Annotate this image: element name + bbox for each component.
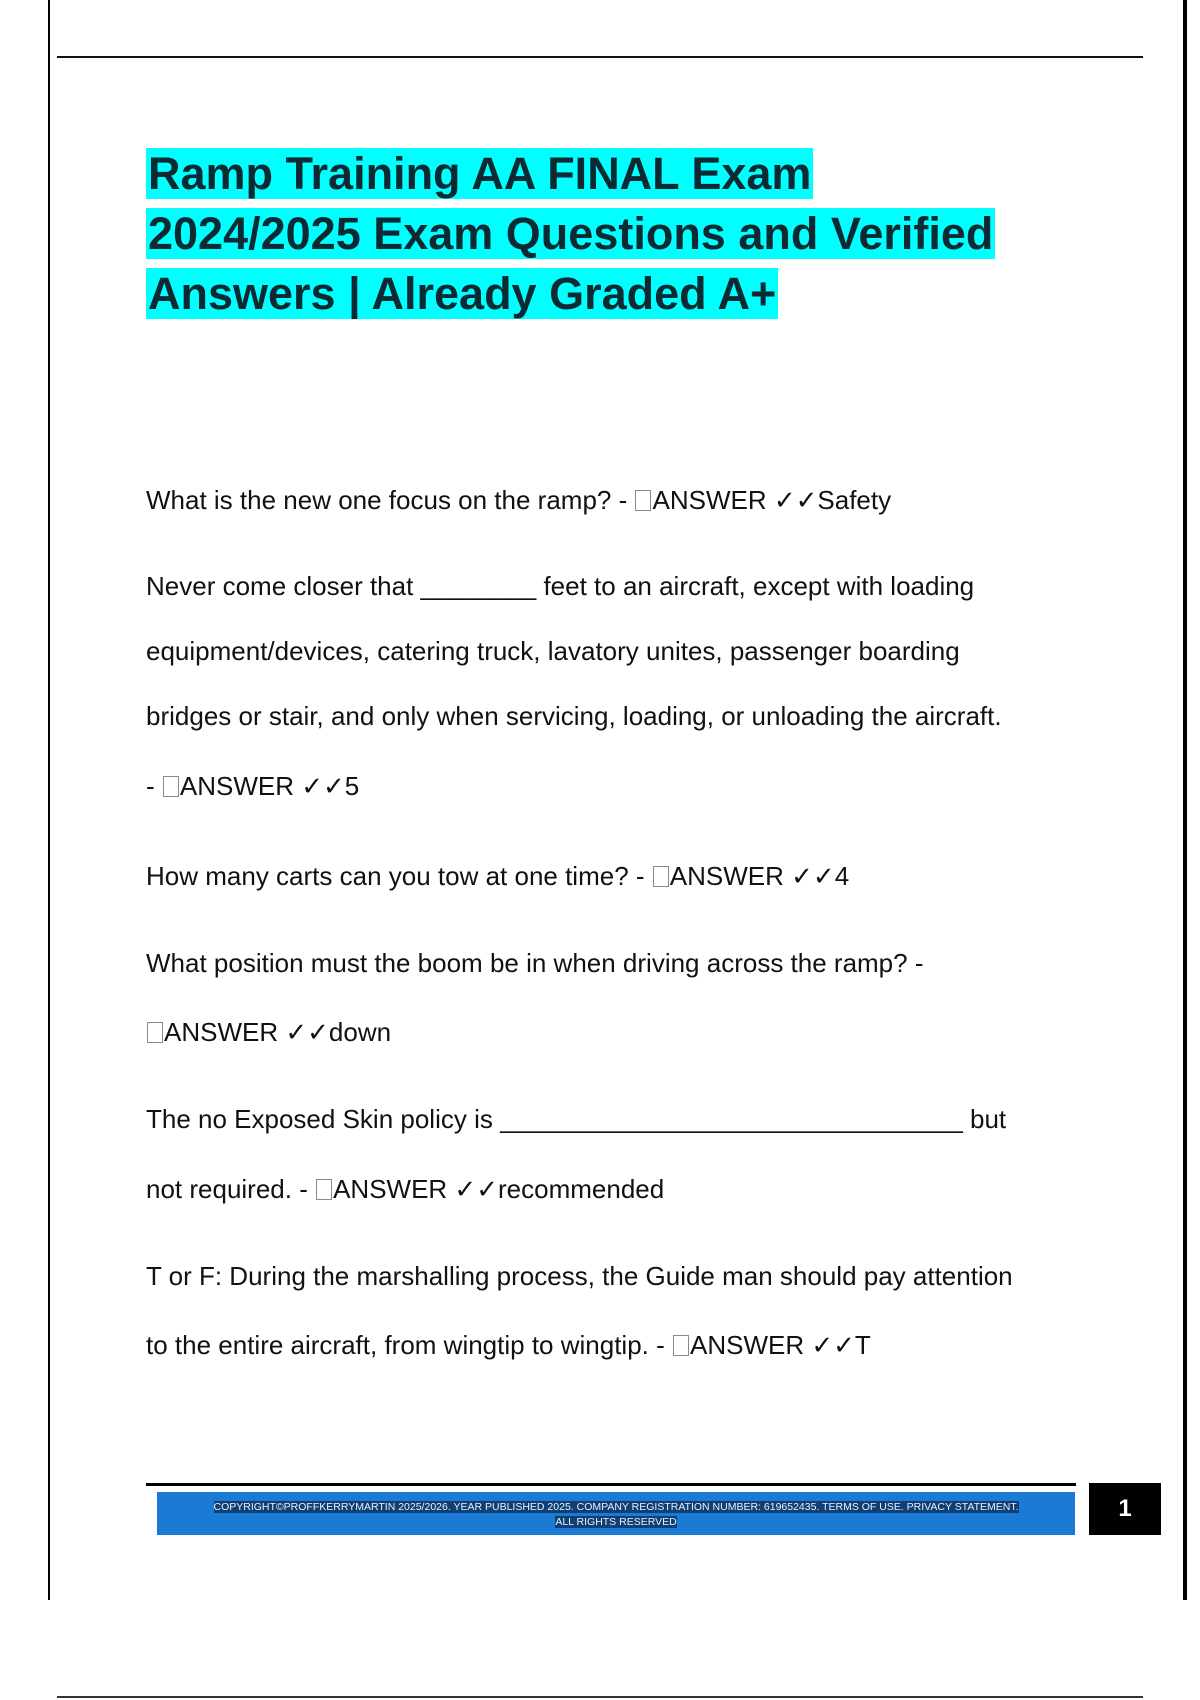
question-text: How many carts can you tow at one time? - [146,861,652,891]
question-text: What is the new one focus on the ramp? - [146,485,635,515]
copyright-line-2: ALL RIGHTS RESERVED [555,1516,677,1528]
copyright-line-1: COPYRIGHT©PROFFKERRYMARTIN 2025/2026. YEAR PUBLISHED 2025. COMPANY REGISTRATION NUMBER: 619652435. TERMS OF USE. PRIVACY STATEMENT. [213,1501,1019,1513]
answer-text: ANSWER ✓✓4 [669,861,850,891]
answer-text: ANSWER ✓✓5 [179,771,360,801]
qa-line [146,700,1146,732]
question-text: - [146,771,162,801]
top-rule [57,56,1143,58]
question-text: to the entire aircraft, from wingtip to wingtip. - [146,1330,672,1360]
qa-line [146,1016,1146,1048]
page-number: 1 [1089,1483,1161,1535]
footer-copyright [157,1500,1075,1530]
question-text: equipment/devices, catering truck, lavatory unites, passenger boarding [146,636,960,666]
page-border-left [48,0,50,1600]
title-line-3: Answers | Already Graded A+ [148,268,777,319]
checkbox-glyph-icon [635,490,651,511]
answer-text: ANSWER ✓✓Safety [652,485,892,515]
question-text: bridges or stair, and only when servicing, loading, or unloading the aircraft. [146,701,1002,731]
page-border-right [1183,0,1187,1600]
bottom-rule [57,1696,1143,1698]
document-title [146,144,1106,324]
qa-line [146,635,1146,667]
footer-rule [146,1483,1076,1486]
question-text: T or F: During the marshalling process, the Guide man should pay attention [146,1261,1013,1291]
question-text: Never come closer that ________ feet to an aircraft, except with loading [146,571,975,601]
qa-line [146,1329,1146,1361]
qa-line [146,570,1146,602]
checkbox-glyph-icon [316,1179,332,1200]
qa-line [146,1260,1146,1292]
qa-line [146,1103,1146,1135]
qa-line [146,1173,1146,1205]
answer-text: ANSWER ✓✓down [164,1017,392,1047]
checkbox-glyph-icon [653,866,669,887]
answer-text: ANSWER ✓✓recommended [333,1174,665,1204]
checkbox-glyph-icon [147,1022,163,1043]
title-line-1: Ramp Training AA FINAL Exam [148,148,812,199]
qa-line [146,947,1146,979]
answer-text: ANSWER ✓✓T [690,1330,871,1360]
question-text: The no Exposed Skin policy is ________________________________ but [146,1104,1007,1134]
title-line-2: 2024/2025 Exam Questions and Verified [148,208,994,259]
qa-line [146,484,1146,516]
question-text: What position must the boom be in when driving across the ramp? - [146,948,924,978]
question-text: not required. - [146,1174,316,1204]
qa-line [146,860,1146,892]
checkbox-glyph-icon [163,776,179,797]
checkbox-glyph-icon [673,1335,689,1356]
qa-line [146,770,1146,802]
